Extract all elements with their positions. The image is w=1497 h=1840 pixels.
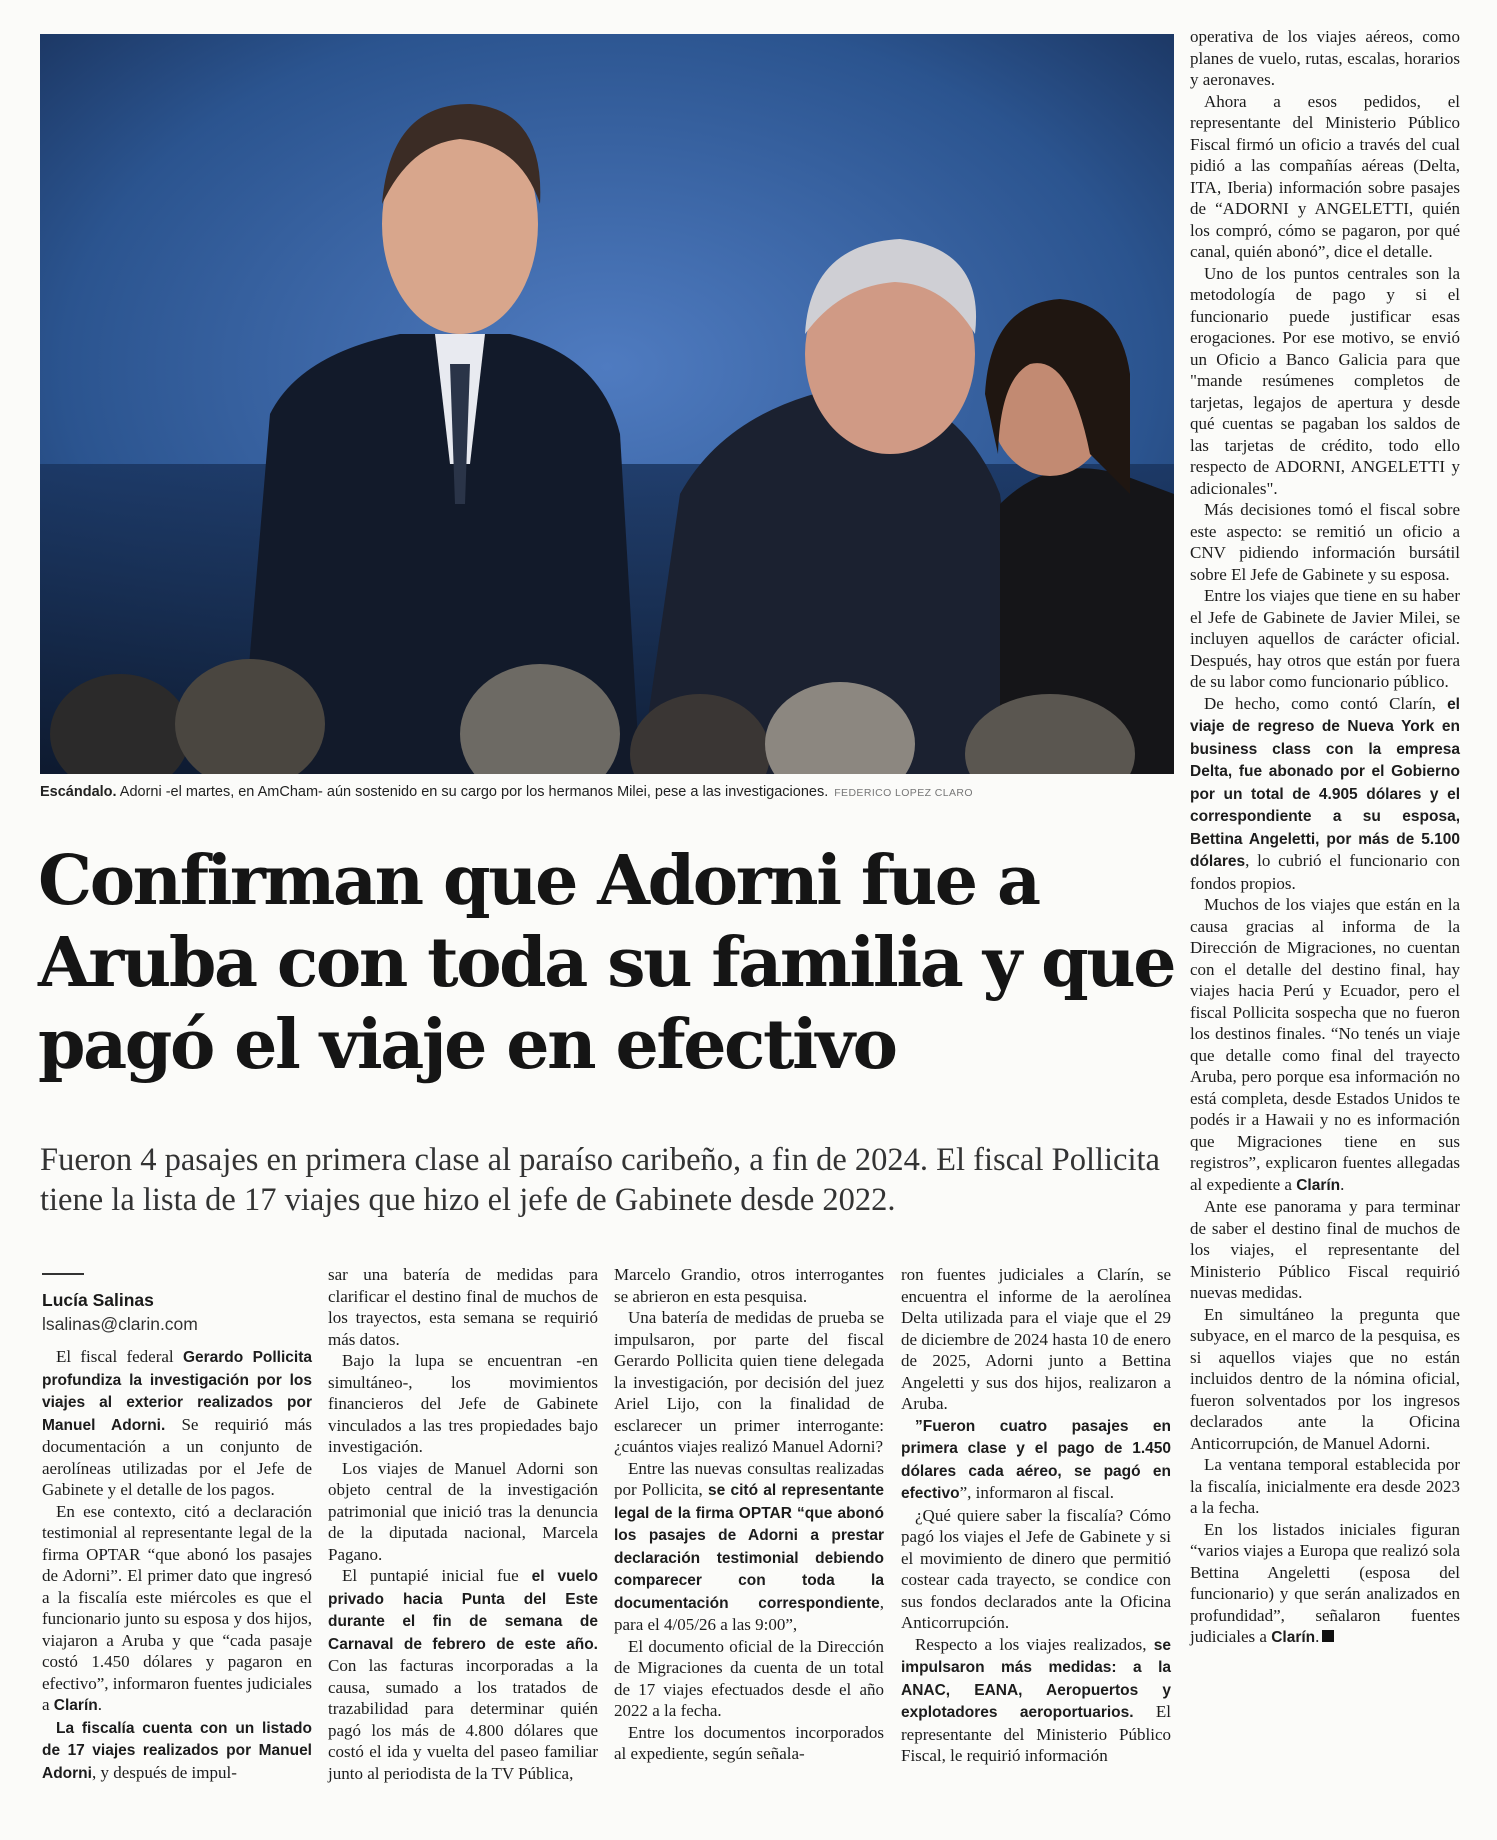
article-paragraph xyxy=(1190,1454,1460,1519)
body-text: . xyxy=(97,1695,102,1714)
bold-text: Clarín xyxy=(1296,1176,1341,1194)
body-text: La ventana temporal establecida por la fiscalía, inicialmente era desde 2023 a la fecha. xyxy=(1190,1455,1460,1517)
bold-text: Gerardo Pollicita profundiza la investigación por los viajes al exterior realizados por Manuel Adorni. xyxy=(42,1349,312,1434)
bold-text: se impulsaron más medidas: a la ANAC, EANA, Aeropuertos y explotadores aeroportuarios. xyxy=(901,1636,1171,1721)
body-text: Entre los documentos incorporados al expediente, según señala- xyxy=(614,1722,884,1763)
body-text: El documento oficial de la Dirección de Migraciones da cuenta de un total de 17 viajes efectuados desde el año 2022 a la fecha. xyxy=(614,1636,884,1720)
article-paragraph xyxy=(901,1264,1171,1415)
news-photo xyxy=(40,34,1174,774)
article-paragraph xyxy=(901,1415,1171,1505)
article-paragraph xyxy=(42,1717,312,1785)
body-text: , lo cubrió el funcionario con fondos propios. xyxy=(1190,851,1460,893)
body-text: Uno de los puntos centrales son la metodología de pago y si el funcionario puede justificar esas erogaciones. Por ese motivo, se envió un Oficio a Banco Galicia para que "mande resúmenes completos de tarjetas, legajos de apertura y desde qué cuentas se pagaban los saldos de las tarjetas de crédito, todo ello respecto de ADORNI, ANGELETTI y adicionales". xyxy=(1190,263,1460,498)
bold-text: La fiscalía cuenta con un listado de 17 viajes realizados por Manuel Adorni xyxy=(42,1719,312,1782)
body-text: ¿Qué quiere saber la fiscalía? Cómo pagó los viajes el Jefe de Gabinete y si el movimiento de dinero que permitió costear cada trayecto, se condice con sus fondos declarados ante la Oficina Anticorrupción. xyxy=(901,1505,1171,1632)
article-paragraph xyxy=(1190,1519,1460,1649)
text-column-4 xyxy=(901,1264,1171,1767)
bold-text: Clarín xyxy=(1271,1629,1316,1646)
body-text: Ante ese panorama y para terminar de saber el destino final de muchos de los viajes, el representante del Ministerio Público Fiscal requirió nuevas medidas. xyxy=(1190,1197,1460,1302)
caption-text: Adorni -el martes, en AmCham- aún sostenido en su cargo por los hermanos Milei, pese a las investigaciones. xyxy=(116,784,829,800)
body-text: operativa de los viajes aéreos, como planes de vuelo, rutas, escalas, horarios y aeronaves. xyxy=(1190,27,1460,89)
author-email: lsalinas@clarin.com xyxy=(42,1314,198,1334)
end-of-article-mark xyxy=(1322,1630,1334,1642)
text-column-1 xyxy=(42,1346,312,1784)
body-text: Los viajes de Manuel Adorni son objeto central de la investigación patrimonial que inició tras la denuncia de la diputada nacional, Marcela Pagano. xyxy=(328,1458,598,1564)
body-text: En los listados iniciales figuran “varios viajes a Europa que realizó sola Bettina Angeletti (esposa del funcionario) y que serán analizados en profundidad”, señalaron fuentes judiciales a xyxy=(1190,1519,1460,1646)
article-paragraph xyxy=(1190,693,1460,895)
article-paragraph xyxy=(1190,499,1460,585)
body-text: El fiscal federal xyxy=(56,1347,183,1366)
article-paragraph xyxy=(614,1636,884,1722)
body-text: El representante del Ministerio Público Fiscal, le requirió información xyxy=(901,1702,1171,1765)
byline-rule xyxy=(42,1273,84,1275)
text-column-3 xyxy=(614,1264,884,1765)
article-paragraph xyxy=(1190,1196,1460,1304)
deck-subtitle: Fueron 4 pasajes en primera clase al paraíso caribeño, a fin de 2024. El fiscal Pollicita tiene la lista de 17 viajes que hizo el jefe de Gabinete desde 2022. xyxy=(40,1142,1160,1218)
article-paragraph xyxy=(1190,585,1460,693)
body-text: De hecho, como contó Clarín, xyxy=(1204,693,1448,713)
text-column-2 xyxy=(328,1264,598,1784)
photo-illustration xyxy=(40,34,1174,774)
article-paragraph xyxy=(1190,26,1460,91)
photo-credit: FEDERICO LOPEZ CLARO xyxy=(834,787,973,799)
article-paragraph xyxy=(328,1264,598,1350)
bold-text: el viaje de regreso de Nueva York en business class con la empresa Delta, fue abonado por el Gobierno por un total de 4.905 dólares y el correspondiente a su esposa, Bettina Angeletti, por más de 5.100 dólares xyxy=(1190,695,1460,870)
bold-text: Clarín xyxy=(53,1697,98,1714)
author-name: Lucía Salinas xyxy=(42,1290,154,1310)
article-paragraph xyxy=(1190,1304,1460,1455)
body-text: Bajo la lupa se encuentran -en simultáneo-, los movimientos financieros del Jefe de Gabinete vinculados a las tres propiedades bajo investigación. xyxy=(328,1351,598,1456)
article-paragraph xyxy=(328,1565,598,1784)
article-paragraph xyxy=(614,1722,884,1765)
article-paragraph xyxy=(614,1307,884,1458)
headline: Confirman que Adorni fue a Aruba con toda su familia y que pagó el viaje en efectivo xyxy=(38,841,1175,1085)
article-paragraph xyxy=(901,1634,1171,1767)
body-text: Más decisiones tomó el fiscal sobre este aspecto: se remitió un oficio a CNV pidiendo información bursátil sobre El Jefe de Gabinete y su esposa. xyxy=(1190,500,1460,584)
bold-text: ”Fueron cuatro pasajes en primera clase y el pago de 1.450 dólares cada aéreo, se pagó en efectivo xyxy=(901,1417,1171,1502)
body-text: Muchos de los viajes que están en la causa gracias al informa de la Dirección de Migraciones, no cuentan con el detalle del destino final, hay viajes hacia Perú y Ecuador, pero el fiscal Pollicita sospecha que no fueron los destinos finales. “No tenés un viaje que detalle como final del trayecto Aruba, pero porque esa información no está completa, desde Estados Unidos te podés ir a Hawaii y no es información que Migraciones tiene en sus registros”, explicaron fuentes allegadas al expediente a xyxy=(1190,895,1460,1194)
body-text: sar una batería de medidas para clarificar el destino final de muchos de los trayectos, esta semana se requirió más datos. xyxy=(328,1265,598,1349)
body-text: Ahora a esos pedidos, el representante del Ministerio Público Fiscal firmó un oficio a través del cual pidió a las compañías aéreas (Delta, ITA, Iberia) información sobre pasajes de “ADORNI y ANGELETTI, quién los compró, cómo se pagaron, por qué canal, quién abonó”, dice el detalle. xyxy=(1190,91,1460,261)
body-text: ”, informaron al fiscal. xyxy=(959,1483,1114,1502)
byline xyxy=(42,1288,312,1336)
body-text: En ese contexto, citó a declaración testimonial al representante legal de la firma OPTAR “que abonó los pasajes de Adorni”. El primer dato que ingresó a la fiscalía este miércoles es que el funcionario junto su esposa y dos hijos, viajaron a Aruba y que “cada pasaje costó 1.450 dólares y pagaron en efectivo”, informaron fuentes judiciales a xyxy=(42,1501,312,1714)
photo-caption xyxy=(40,782,1174,803)
body-text: En simultáneo la pregunta que subyace, en el marco de la pesquisa, es si aquellos viajes que no están incluidos dentro de la nómina oficial, fueron solventados por los ingresos declarados ante la Oficina Anticorrupción, de Manuel Adorni. xyxy=(1190,1304,1460,1453)
body-text: , para el 4/05/26 a las 9:00”, xyxy=(614,1592,884,1634)
article-paragraph xyxy=(614,1458,884,1636)
article-paragraph xyxy=(1190,263,1460,500)
body-text: . xyxy=(1315,1627,1320,1646)
article-paragraph xyxy=(614,1264,884,1307)
body-text: Se requirió más documentación a un conjunto de aerolíneas utilizadas por el Jefe de Gabinete y el detalle de los pagos. xyxy=(42,1414,312,1499)
body-text: . xyxy=(1340,1174,1345,1194)
article-paragraph xyxy=(1190,91,1460,263)
body-text: Respecto a los viajes realizados, xyxy=(915,1634,1154,1654)
bold-text: el vuelo privado hacia Punta del Este durante el fin de semana de Carnaval de febrero de este año. xyxy=(328,1568,598,1653)
caption-label: Escándalo. xyxy=(40,784,117,800)
body-text: Entre las nuevas consultas realizadas por Pollicita, xyxy=(614,1458,884,1499)
article-paragraph xyxy=(328,1458,598,1566)
body-text: El puntapié inicial fue xyxy=(342,1566,532,1585)
article-paragraph xyxy=(1190,894,1460,1196)
body-text: Marcelo Grandio, otros interrogantes se abrieron en esta pesquisa. xyxy=(614,1265,884,1306)
text-column-5 xyxy=(1190,26,1460,1649)
body-text: Entre los viajes que tiene en su haber el Jefe de Gabinete de Javier Milei, se incluyen aquellos de carácter oficial. Después, hay otros que están por fuera de su labor como funcionario público. xyxy=(1190,586,1460,691)
article-paragraph xyxy=(42,1346,312,1501)
article-paragraph xyxy=(42,1501,312,1717)
body-text: ron fuentes judiciales a Clarín, se encuentra el informe de la aerolínea Delta utilizada para el viaje que el 29 de diciembre de 2024 hasta 10 de enero de 2025, Adorni junto a Bettina Angeletti y sus dos hijos, realizaron a Aruba. xyxy=(901,1265,1171,1413)
body-text: , y después de impul- xyxy=(91,1762,237,1782)
body-text: Con las facturas incorporadas a la causa, sumado a los tratados de trazabilidad para determinar quién pagó los más de 4.800 dólares que costó el ida y vuelta del paseo familiar junto al periodista de la TV Pública, xyxy=(328,1656,598,1783)
bold-text: se citó al representante legal de la firma OPTAR “que abonó los pasajes de Adorni a prestar declaración testimonial debiendo comparecer con toda la documentación correspondiente xyxy=(614,1482,884,1612)
body-text: Una batería de medidas de prueba se impulsaron, por parte del fiscal Gerardo Pollicita quien tiene delegada la investigación, por decisión del juez Ariel Lijo, con la finalidad de esclarecer un primer interrogante: ¿cuántos viajes realizó Manuel Adorni? xyxy=(614,1308,884,1456)
article-paragraph xyxy=(328,1350,598,1458)
article-paragraph xyxy=(901,1505,1171,1634)
